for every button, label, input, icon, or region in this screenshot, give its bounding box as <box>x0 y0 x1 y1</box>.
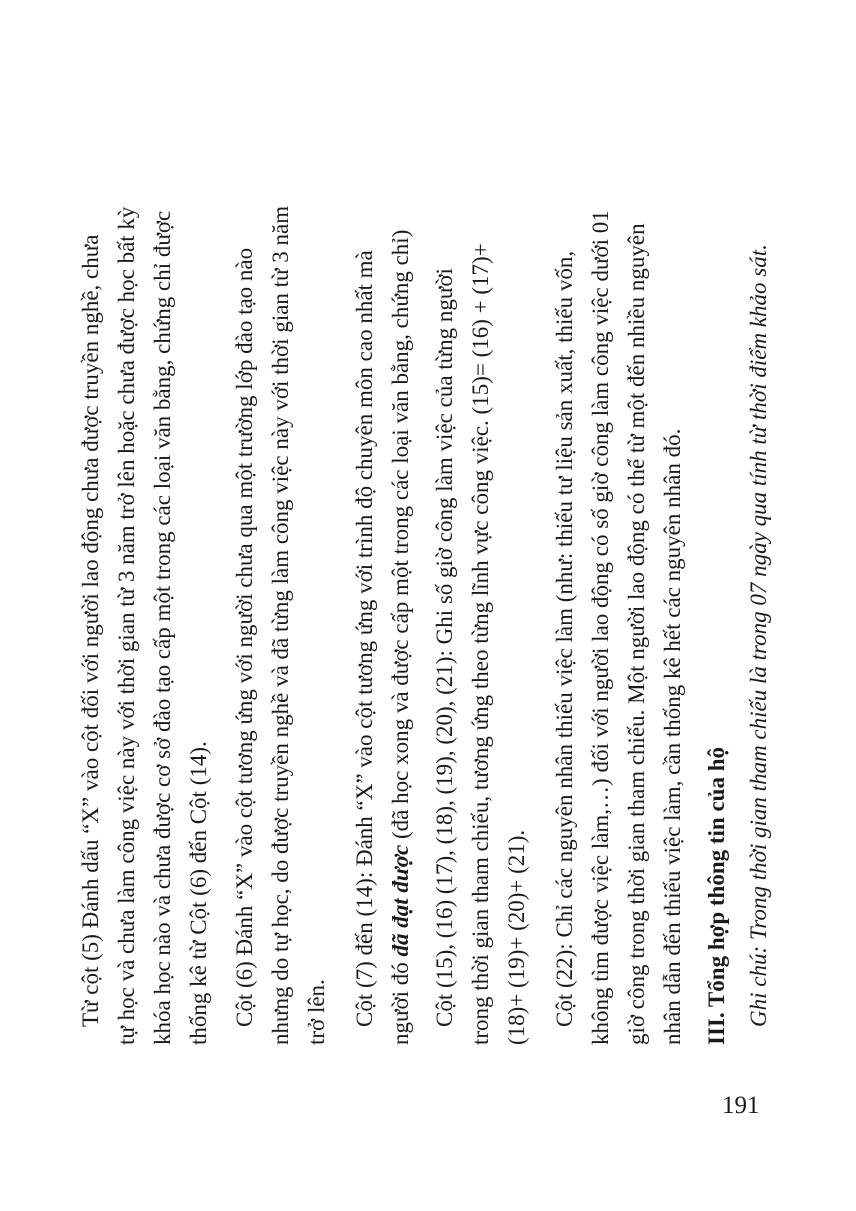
paragraph-line: khóa học nào và chưa được cơ sở đào tạo cấp một trong các loại văn bằng, chứng chỉ được <box>150 210 175 1045</box>
text-run: người đó <box>388 956 413 1045</box>
paragraph-line: trở lên. <box>304 979 329 1045</box>
note-text: Ghi chú: Trong thời gian tham chiếu là trong 07 ngày qua tính từ thời điểm khảo sát. <box>746 244 771 1027</box>
paragraph-line: Cột (7) đến (14): Đánh “X” vào cột tương ứng với trình độ chuyên môn cao nhất mà <box>352 250 377 1027</box>
section-heading: III. Tổng hợp thông tin của hộ <box>704 746 729 1045</box>
paragraph-line: Cột (15), (16) (17), (18), (19), (20), (21): Ghi số giờ công làm việc của từng người <box>432 268 457 1027</box>
paragraph-line: Từ cột (5) Đánh dấu “X” vào cột đối với người lao động chưa được truyền nghề, chưa <box>78 234 103 1027</box>
text-run: (đã học xong và được cấp một trong các loại văn bằng, chứng chỉ) <box>388 229 413 845</box>
rotated-page-content <box>78 85 778 1045</box>
paragraph-line: Cột (22): Chỉ các nguyên nhân thiếu việc làm (như: thiếu tư liệu sản xuất, thiếu vốn, <box>552 250 577 1027</box>
paragraph-line: thống kê từ Cột (6) đến Cột (14). <box>186 741 211 1045</box>
paragraph-line: nhưng do tự học, do được truyền nghề và đã từng làm công việc này với thời gian từ 3 năm <box>268 205 293 1045</box>
paragraph-line: Cột (6) Đánh “X” vào cột tương ứng với người chưa qua một trường lớp đào tạo nào <box>232 247 257 1027</box>
paragraph-line: nhân dẫn đến thiếu việc làm, cần thống kê hết các nguyên nhân đó. <box>660 428 685 1045</box>
emphasized-text: đã đạt được <box>388 844 413 957</box>
page-number: 191 <box>722 1092 760 1119</box>
paragraph-line: không tìm được việc làm,…) đối với người lao động có số giờ công làm công việc dưới 01 <box>588 210 613 1045</box>
paragraph-line-mixed <box>388 85 414 1045</box>
paragraph-line: trong thời gian tham chiếu, tương ứng theo từng lĩnh vực công việc. (15)= (16) + (17)+ <box>468 243 493 1045</box>
paragraph-line: (18)+ (19)+ (20)+ (21). <box>504 829 529 1045</box>
paragraph-line: tự học và chưa làm công việc này với thời gian từ 3 năm trở lên hoặc chưa được học bất kỳ <box>114 206 139 1045</box>
paragraph-line: giờ công trong thời gian tham chiếu. Một người lao động có thể từ một đến nhiều nguyên <box>624 223 649 1045</box>
